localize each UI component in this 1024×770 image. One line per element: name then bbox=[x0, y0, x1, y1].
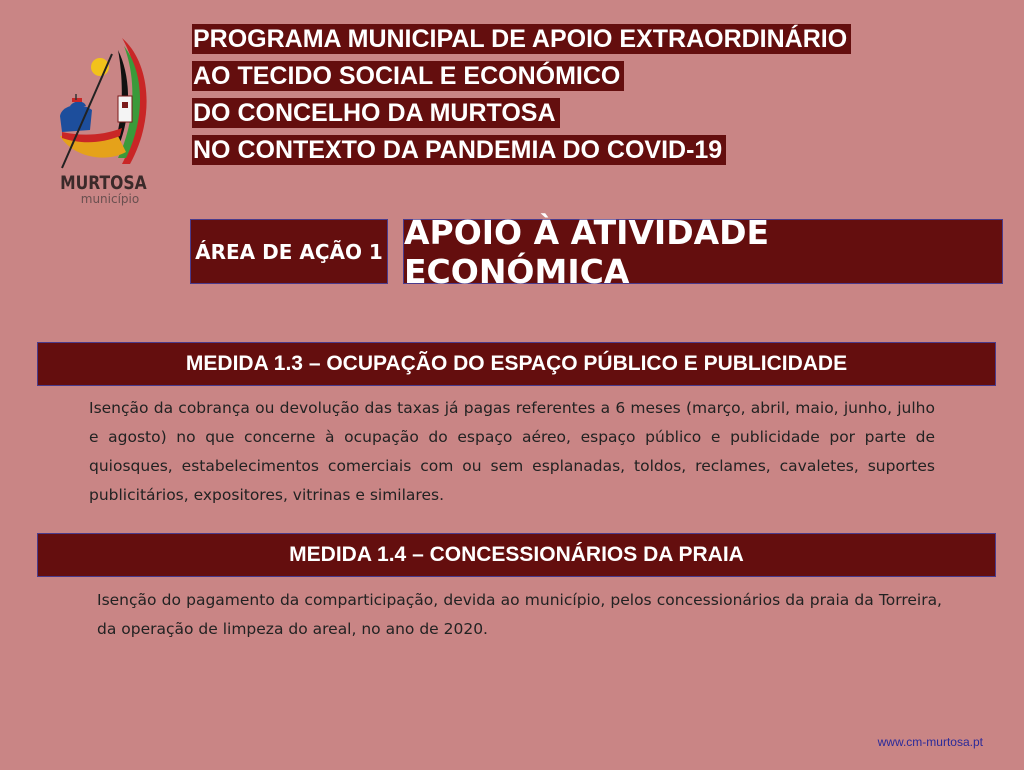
action-area-label: ÁREA DE AÇÃO 1 bbox=[190, 219, 388, 284]
program-title bbox=[192, 24, 851, 172]
measure-1-4-body: Isenção do pagamento da comparticipação, devida ao município, pelos concessionários da praia da Torreira, da operação de limpeza do areal, no ano de 2020. bbox=[97, 591, 942, 638]
measure-1-4-title: MEDIDA 1.4 – CONCESSIONÁRIOS DA PRAIA bbox=[37, 533, 996, 577]
murtosa-logo bbox=[52, 32, 162, 217]
measure-1-3-body: Isenção da cobrança ou devolução das taxas já pagas referentes a 6 meses (março, abril, maio, junho, julho e agosto) no que concerne à ocupação do espaço aéreo, espaço público e publicidade por parte de quiosques, estabelecimentos comerciais com ou sem esplanadas, toldos, reclames, cavaletes, suportes publicitários, expositores, vitrinas e similares. bbox=[89, 399, 935, 504]
murtosa-emblem-icon bbox=[52, 32, 162, 172]
action-area-title: APOIO À ATIVIDADE ECONÓMICA bbox=[403, 219, 1003, 284]
title-line-1: PROGRAMA MUNICIPAL DE APOIO EXTRAORDINÁRIO bbox=[192, 24, 851, 54]
website-link[interactable]: www.cm-murtosa.pt bbox=[877, 735, 983, 749]
title-line-2: AO TECIDO SOCIAL E ECONÓMICO bbox=[192, 61, 624, 91]
title-line-3: DO CONCELHO DA MURTOSA bbox=[192, 98, 560, 128]
logo-name: MURTOSA bbox=[60, 172, 147, 194]
title-line-4: NO CONTEXTO DA PANDEMIA DO COVID-19 bbox=[192, 135, 726, 165]
logo-subtitle: município bbox=[80, 192, 140, 206]
measure-1-3-title: MEDIDA 1.3 – OCUPAÇÃO DO ESPAÇO PÚBLICO E PUBLICIDADE bbox=[37, 342, 996, 386]
